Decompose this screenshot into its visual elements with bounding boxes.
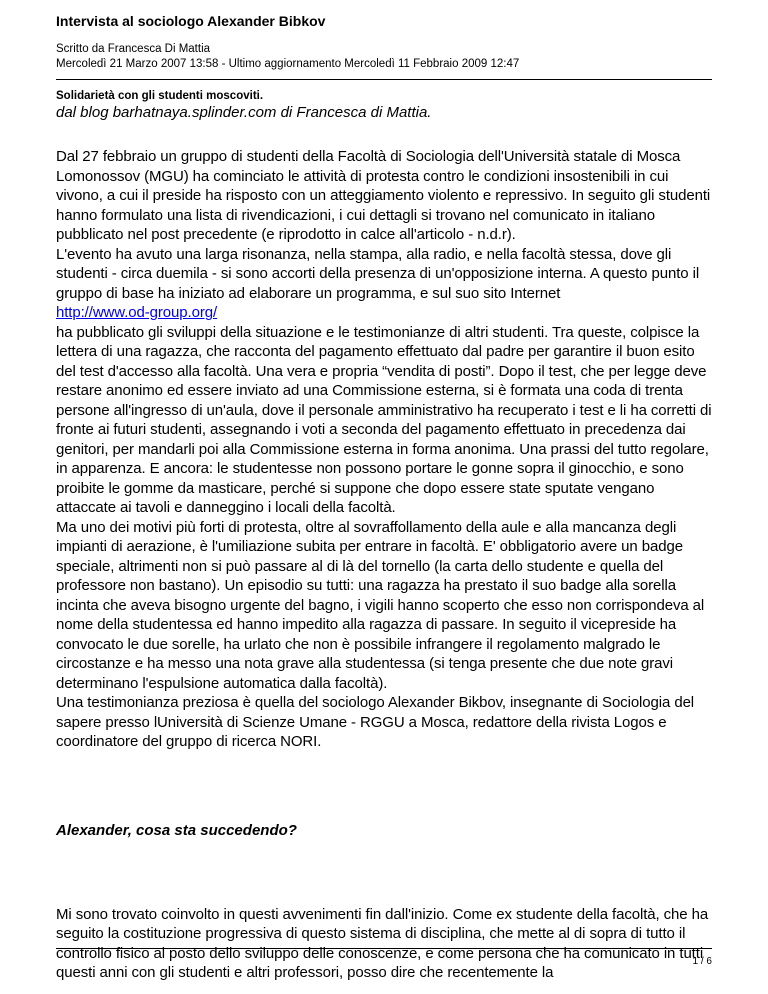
paragraph-4: Una testimonianza preziosa è quella del sociologo Alexander Bikbov, insegnante di Sociologia del sapere presso lUniversità di Scienze Umane - RGGU a Mosca, redattore della rivista Logos e coordinatore del gruppo di ricerca NORI. — [56, 694, 695, 750]
paragraph-2 — [56, 245, 714, 518]
interview-question: Alexander, cosa sta succedendo? — [56, 821, 297, 839]
article-subtitle: Solidarietà con gli studenti moscoviti. — [56, 90, 264, 102]
document-title: Intervista al sociologo Alexander Bibkov — [56, 13, 326, 29]
paragraph-2-continued: ha pubblicato gli sviluppi della situazione e le testimonianze di altri studenti. Tra queste, colpisce la lettera di una ragazza, che racconta del pagamento effettuato dal padre per garantire il buon esito del test d'accesso alla facoltà. Una vera e propria “vendita di posti”. Dopo il test, che per legge deve restare anonimo ed essere inviato ad una Commissione esterna, si è formata una coda di trenta persone all'ingresso di un'aula, dove il personale amministrativo ha recuperato i test e li ha corretti di fronte ai futuri studenti, assegnando i voti a seconda del pagamento effettuato in precedenza dai genitori, per mandarli poi alla Commissione esterna in forma anonima. Una prassi del tutto regolare, in apparenza. E ancora: le studentesse non possono portare le gonne sopra il ginocchio, e sono proibite le gomme da masticare, perché si suppone che dopo essere state sputate vengano attaccate ai tavoli e danneggino i locali della facoltà. — [56, 323, 712, 516]
footer-divider — [56, 948, 712, 949]
intro-paragraph — [56, 147, 714, 752]
article-body — [56, 88, 714, 983]
date-line: Mercoledì 21 Marzo 2007 13:58 - Ultimo aggiornamento Mercoledì 11 Febbraio 2009 12:47 — [56, 58, 520, 70]
page-header — [56, 12, 712, 72]
author-line: Scritto da Francesca Di Mattia — [56, 43, 211, 55]
paragraph-2-text: L'evento ha avuto una larga risonanza, nella stampa, alla radio, e nella facoltà stessa, dove gli studenti - circa duemila - si sono accorti della presenza di un'opposizione interna. A questo punto il gruppo di base ha iniziato ad elaborare un programma, e sul suo sito Internet — [56, 245, 700, 302]
interview-answer: Mi sono trovato coinvolto in questi avvenimenti fin dall'inizio. Come ex studente della facoltà, che ha seguito la costituzione progressiva di questo sistema di disciplina, che mette al di sopra di tutto il controllo fisico al posto dello sviluppo delle conoscenze, e come persona che ha comunicato in tutti questi anni con gli studenti e altri professori, posso dire che recentemente la — [56, 905, 709, 981]
paragraph-3: Ma uno dei motivi più forti di protesta, oltre al sovraffollamento della aule e alla mancanza degli impianti di aerazione, è l'umiliazione subita per entrare in facoltà. E' obbligatorio avere un badge speciale, altrimenti non si può passare al di là del tornello (la carta dello studente e quella del professore non bastano). Un episodio su tutti: una ragazza ha prestato il suo badge alla sorella incinta che aveva bisogno urgente del bagno, i vigili hanno scoperto che esso non corrispondeva al nome della studentessa ed hanno impedito alla ragazza di passare. In seguito il vicepreside ha convocato le due sorelle, ha urlato che non è possibile infrangere il regolamento malgrado le circostanze e ha messo una nota grave alla studentessa (si tenga presente che due note gravi determinano l'espulsione automatica dalla facoltà). — [56, 518, 705, 692]
od-group-link[interactable]: http://www.od-group.org/ — [56, 304, 218, 321]
header-divider — [56, 79, 712, 80]
page-number: 1 / 6 — [692, 956, 712, 967]
article-meta — [56, 42, 712, 72]
article-byline: dal blog barhatnaya.splinder.com di Francesca di Mattia. — [56, 104, 432, 121]
paragraph-1: Dal 27 febbraio un gruppo di studenti della Facoltà di Sociologia dell'Università statale di Mosca Lomonossov (MGU) ha cominciato le attività di protesta contro le condizioni insostenibili in cui vivono, a cui il preside ha risposto con un atteggiamento violento e repressivo. In seguito gli studenti hanno formulato una lista di rivendicazioni, i cui dettagli si trovano nel comunicato in italiano pubblicato nel post precedente (e riprodotto in calce all'articolo - n.d.r). — [56, 148, 711, 243]
